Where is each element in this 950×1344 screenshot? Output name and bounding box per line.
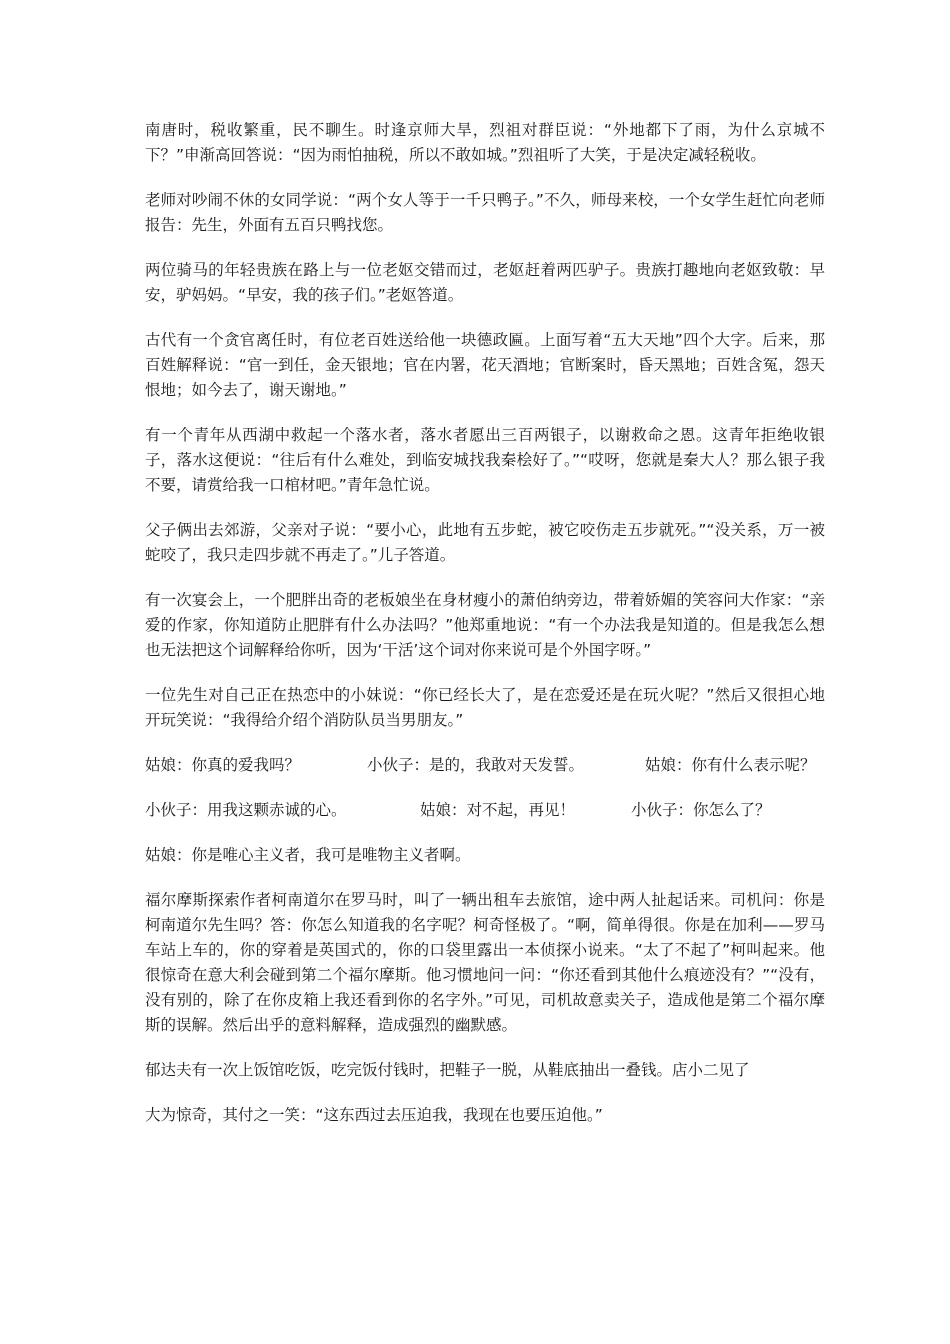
paragraph-ducks: 老师对吵闹不休的女同学说：“两个女人等于一千只鸭子。”不久，师母来校，一个女学生赶忙向老师报告：先生，外面有五百只鸭找您。 bbox=[145, 191, 825, 234]
paragraph-five-heavens: 古代有一个贪官离任时，有位老百姓送给他一块德政匾。上面写着“五大天地”四个大字。后来，那百姓解释说：“官一到任，金天银地；官在内署，花天酒地；官断案时，昏天黑地；百姓含冤，怨天恨地；如今去了，谢天谢地。” bbox=[145, 331, 825, 399]
dialog-row-2 bbox=[145, 798, 825, 823]
paragraph-shaw: 有一次宴会上，一个肥胖出奇的老板娘坐在身材瘦小的萧伯纳旁边，带着娇媚的笑容问大作家：“亲爱的作家，你知道防止肥胖有什么办法吗？”他郑重地说：“有一个办法我是知道的。但是我怎么想也无法把这个词解释给你听，因为‘干活’这个词对你来说可是个外国字呀。” bbox=[145, 591, 825, 659]
dialog-line: 小伙子：你怎么了？ bbox=[631, 801, 771, 819]
dialog-line-3: 姑娘：你是唯心主义者，我可是唯物主义者啊。 bbox=[145, 846, 471, 864]
dialog-line: 姑娘：你有什么表示呢？ bbox=[645, 756, 816, 774]
paragraph-snake: 父子俩出去郊游，父亲对子说：“要小心，此地有五步蛇，被它咬伤走五步就死。”“没关系，万一被蛇咬了，我只走四步就不再走了。”儿子答道。 bbox=[145, 521, 825, 564]
dialog-line: 姑娘：对不起，再见！ bbox=[420, 801, 576, 819]
dialog-line: 姑娘：你真的爱我吗？ bbox=[145, 756, 301, 774]
document-body bbox=[145, 118, 825, 1148]
dialog-line: 小伙子：是的，我敢对天发誓。 bbox=[367, 756, 585, 774]
paragraph-holmes: 福尔摩斯探索作者柯南道尔在罗马时，叫了一辆出租车去旅馆，途中两人扯起话来。司机问：你是柯南道尔先生吗？答：你怎么知道我的名字呢？柯奇怪极了。“啊，简单得很。你是在加利——罗马车站上车的，你的穿着是英国式的，你的口袋里露出一本侦探小说来。“太了不起了”柯叫起来。他很惊奇在意大利会碰到第二个福尔摩斯。他习惯地问一问：“你还看到其他什么痕迹没有？”“没有，没有别的，除了在你皮箱上我还看到你的名字外。”可见，司机故意卖关子，造成他是第二个福尔摩斯的误解。然后出乎的意料解释，造成强烈的幽默感。 bbox=[145, 891, 825, 1034]
dialog-row-1 bbox=[145, 753, 825, 778]
paragraph-yu-dafu-2: 大为惊奇，其付之一笑：“这东西过去压迫我，我现在也要压迫他。” bbox=[145, 1106, 603, 1124]
paragraph-tax-rain: 南唐时，税收繁重，民不聊生。时逢京师大旱，烈祖对群臣说：“外地都下了雨，为什么京城不下？”申渐高回答说：“因为雨怕抽税，所以不敢如城。”烈祖听了大笑，于是决定减轻税收。 bbox=[145, 121, 825, 164]
paragraph-qin-hui: 有一个青年从西湖中救起一个落水者，落水者愿出三百两银子，以谢救命之恩。这青年拒绝收银子，落水这便说：“往后有什么难处，到临安城找我秦桧好了。”“哎呀，您就是秦大人？那么银子我不要，请赏给我一口棺材吧。”青年急忙说。 bbox=[145, 426, 825, 494]
paragraph-fire: 一位先生对自己正在热恋中的小妹说：“你已经长大了，是在恋爱还是在玩火呢？”然后又很担心地开玩笑说：“我得给介绍个消防队员当男朋友。” bbox=[145, 686, 825, 729]
dialog-line: 小伙子：用我这颗赤诚的心。 bbox=[145, 801, 347, 819]
paragraph-donkey: 两位骑马的年轻贵族在路上与一位老妪交错而过，老妪赶着两匹驴子。贵族打趣地向老妪致敬：早安，驴妈妈。“早安，我的孩子们。”老妪答道。 bbox=[145, 261, 825, 304]
paragraph-yu-dafu-1: 郁达夫有一次上饭馆吃饭，吃完饭付钱时，把鞋子一脱，从鞋底抽出一叠钱。店小二见了 bbox=[145, 1061, 750, 1079]
